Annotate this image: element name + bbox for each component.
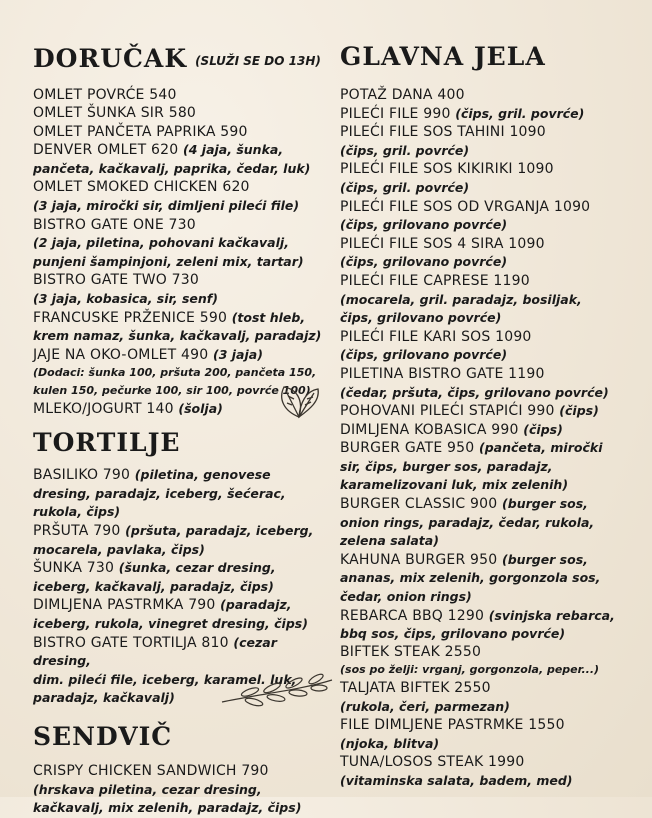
menu-item-name: BURGER GATE 950 bbox=[340, 440, 480, 457]
menu-item bbox=[33, 466, 333, 522]
menu-item-name: PILEĆI FILE KARI SOS 1090 bbox=[340, 328, 532, 345]
menu-item bbox=[340, 753, 640, 790]
menu-item-name: FILE DIMLJENE PASTRMKE 1550 bbox=[340, 717, 565, 734]
menu-item-name: FRANCUSKE PRŽENICE 590 bbox=[33, 309, 232, 326]
menu-item-name: MLEKO/JOGURT 140 bbox=[33, 400, 179, 417]
menu-item-description: (rukola, čeri, parmezan) bbox=[340, 698, 510, 714]
menu-item-description: (čips, gril. povrće) bbox=[455, 105, 585, 121]
menu-item-description: (svinjska rebarca, bbq sos, čips, grilovano povrće) bbox=[340, 607, 615, 642]
menu-item-name: POTAŽ DANA 400 bbox=[340, 87, 465, 103]
menu-item-description: (burger sos, ananas, mix zelenih, gorgonzola sos, čedar, onion rings) bbox=[340, 551, 601, 605]
menu-item bbox=[340, 716, 640, 753]
menu-item-description: (sos po želji: vrganj, gorgonzola, peper...) bbox=[340, 663, 600, 677]
menu-item-name: OMLET ŠUNKA SIR 580 bbox=[33, 105, 197, 122]
menu-item-name: PILEĆI FILE SOS 4 SIRA 1090 bbox=[340, 235, 545, 252]
menu-item-name: PILEĆI FILE 990 bbox=[340, 105, 456, 122]
menu-item-description: (3 jaja, miročki sir, dimljeni pileći file) bbox=[33, 198, 300, 214]
menu-item bbox=[33, 596, 333, 633]
menu-item-name: DIMLJENA KOBASICA 990 bbox=[340, 421, 524, 438]
menu-item-name: BISTRO GATE TORTILJA 810 bbox=[33, 634, 234, 651]
menu-item-description: (paradajz, iceberg, rukola, vinegret dresing, čips) bbox=[33, 597, 308, 631]
menu-item-name: PILEĆI FILE SOS KIKIRIKI 1090 bbox=[340, 161, 554, 178]
sandwich-heading: SENDVIČ bbox=[33, 721, 173, 751]
menu-item-name: DENVER OMLET 620 bbox=[33, 142, 184, 159]
menu-item-description: (mocarela, gril. paradajz, bosiljak, čips, grilovano povrće) bbox=[340, 291, 582, 326]
menu-item-name: JAJE NA OKO-OMLET 490 bbox=[33, 346, 213, 363]
menu-item-description: (šolja) bbox=[178, 400, 223, 416]
menu-item-description: (2 jaja, piletina, pohovani kačkavalj, punjeni šampinjoni, zeleni mix, tartar) bbox=[33, 235, 304, 269]
breakfast-heading bbox=[33, 44, 333, 76]
menu-item-name: CRISPY CHICKEN SANDWICH 790 bbox=[33, 762, 269, 779]
menu-item-name: BISTRO GATE TWO 730 bbox=[33, 272, 199, 289]
menu-item-description: (tost hleb, krem namaz, šunka, kačkavalj, paradajz) bbox=[33, 309, 322, 344]
breakfast-list bbox=[33, 86, 333, 419]
menu-item-description: (hrskava piletina, cezar dresing, kačkavalj, mix zelenih, paradajz, čips) bbox=[33, 781, 302, 816]
menu-item bbox=[33, 141, 333, 178]
menu-item-description: (3 jaja) bbox=[213, 346, 263, 362]
menu-item-description: (burger sos, onion rings, paradajz, čedar, rukola, zelena salata) bbox=[340, 496, 595, 549]
menu-item bbox=[340, 402, 640, 421]
menu-item-description: (čips) bbox=[523, 421, 563, 437]
menu-item-name: KAHUNA BURGER 950 bbox=[340, 551, 503, 568]
menu-item-description: (pančeta, miročki sir, čips, burger sos, paradajz, karamelizovani luk, mix zelenih) bbox=[340, 440, 603, 493]
sandwich-list bbox=[33, 762, 333, 818]
menu-item-description: (šunka, cezar dresing, iceberg, kačkavalj, paradajz, čips) bbox=[33, 560, 276, 594]
menu-item bbox=[340, 644, 640, 679]
menu-item-name: PILEĆI FILE SOS OD VRGANJA 1090 bbox=[340, 198, 591, 215]
menu-item-name: PILEĆI FILE CAPRESE 1190 bbox=[340, 272, 530, 289]
menu-item bbox=[340, 365, 640, 402]
menu-item bbox=[340, 328, 640, 365]
menu-item-description: (Dodaci: šunka 100, pršuta 200, pančeta 150, kulen 150, pečurke 100, sir 100, povrće 100) bbox=[33, 366, 317, 397]
menu-item bbox=[33, 271, 333, 308]
menu-item bbox=[33, 346, 333, 365]
menu-item-description: (3 jaja, kobasica, sir, senf) bbox=[33, 291, 218, 307]
menu-item bbox=[33, 86, 333, 105]
menu-item-name: DIMLJENA PASTRMKA 790 bbox=[33, 597, 221, 614]
breakfast-title: DORUČAK bbox=[33, 44, 188, 73]
menu-item bbox=[33, 762, 333, 818]
menu-item-description: (čips, grilovano povrće) bbox=[340, 254, 508, 270]
menu-item-name: REBARCA BBQ 1290 bbox=[340, 607, 489, 624]
menu-item bbox=[340, 421, 640, 440]
tortillas-heading: TORTILJE bbox=[33, 428, 181, 458]
menu-item bbox=[33, 559, 333, 596]
wheat-branch-icon bbox=[220, 672, 335, 712]
menu-item bbox=[340, 272, 640, 328]
menu-item-name: OMLET POVRĆE 540 bbox=[33, 86, 177, 103]
menu-item bbox=[340, 607, 640, 644]
menu-item-name: BISTRO GATE ONE 730 bbox=[33, 216, 196, 233]
menu-item bbox=[340, 439, 640, 495]
menu-item-description: (cezar dresing, dim. pileći file, iceberg, karamel. luk, paradajz, kačkavalj) bbox=[33, 634, 297, 706]
menu-item bbox=[340, 495, 640, 551]
menu-item bbox=[340, 105, 640, 124]
menu-item-name: PILEĆI FILE SOS TAHINI 1090 bbox=[340, 124, 546, 141]
menu-item bbox=[340, 198, 640, 235]
menu-item-name: BASILIKO 790 bbox=[33, 467, 135, 484]
menu-item-name: OMLET SMOKED CHICKEN 620 bbox=[33, 179, 250, 196]
menu-item-name: TUNA/LOSOS STEAK 1990 bbox=[340, 754, 525, 771]
menu-item-name: BURGER CLASSIC 900 bbox=[340, 496, 503, 513]
menu-item bbox=[340, 123, 640, 160]
menu-item-description: (njoka, blitva) bbox=[340, 735, 440, 751]
menu-item-name: PRŠUTA 790 bbox=[33, 522, 126, 539]
menu-item-description: (piletina, genovese dresing, paradajz, iceberg, šećerac, rukola, čips) bbox=[33, 467, 286, 520]
right-column bbox=[340, 0, 640, 791]
menu-item bbox=[33, 178, 333, 215]
mains-list bbox=[340, 86, 640, 791]
menu-item bbox=[340, 551, 640, 607]
menu-item bbox=[33, 104, 333, 123]
menu-item bbox=[33, 309, 333, 346]
menu-item bbox=[33, 123, 333, 142]
menu-item-description: (čips, grilovano povrće) bbox=[340, 217, 508, 233]
menu-item bbox=[33, 216, 333, 272]
menu-item-description: (čedar, pršuta, čips, grilovano povrće) bbox=[340, 384, 609, 400]
basil-leaf-icon bbox=[274, 381, 324, 421]
menu-item-description: (čips) bbox=[559, 403, 599, 419]
mains-heading: GLAVNA JELA bbox=[340, 42, 546, 71]
menu-item-name: BIFTEK STEAK 2550 bbox=[340, 643, 482, 660]
menu-item-description: (čips, gril. povrće) bbox=[340, 142, 470, 158]
menu-item bbox=[340, 86, 640, 105]
menu-item-description: (vitaminska salata, badem, med) bbox=[340, 772, 573, 788]
menu-item-description: (pršuta, paradajz, iceberg, mocarela, pavlaka, čips) bbox=[33, 522, 314, 557]
menu-item-name: TALJATA BIFTEK 2550 bbox=[340, 680, 491, 696]
menu-item-description: (čips, gril. povrće) bbox=[340, 179, 470, 195]
menu-item-name: OMLET PANČETA PAPRIKA 590 bbox=[33, 123, 248, 140]
menu-item-name: ŠUNKA 730 bbox=[33, 560, 119, 577]
menu-item-name: POHOVANI PILEĆI STAPIĆI 990 bbox=[340, 403, 560, 420]
breakfast-note: (SLUŽI SE DO 13H) bbox=[195, 53, 321, 68]
menu-item-description: (čips, grilovano povrće) bbox=[340, 347, 508, 363]
menu-item bbox=[340, 679, 640, 716]
menu-item bbox=[340, 160, 640, 197]
menu-item bbox=[340, 235, 640, 272]
menu-item bbox=[33, 522, 333, 559]
menu-item-name: PILETINA BISTRO GATE 1190 bbox=[340, 365, 545, 382]
menu-item-description: (4 jaja, šunka, pančeta, kačkavalj, paprika, čedar, luk) bbox=[33, 142, 311, 176]
